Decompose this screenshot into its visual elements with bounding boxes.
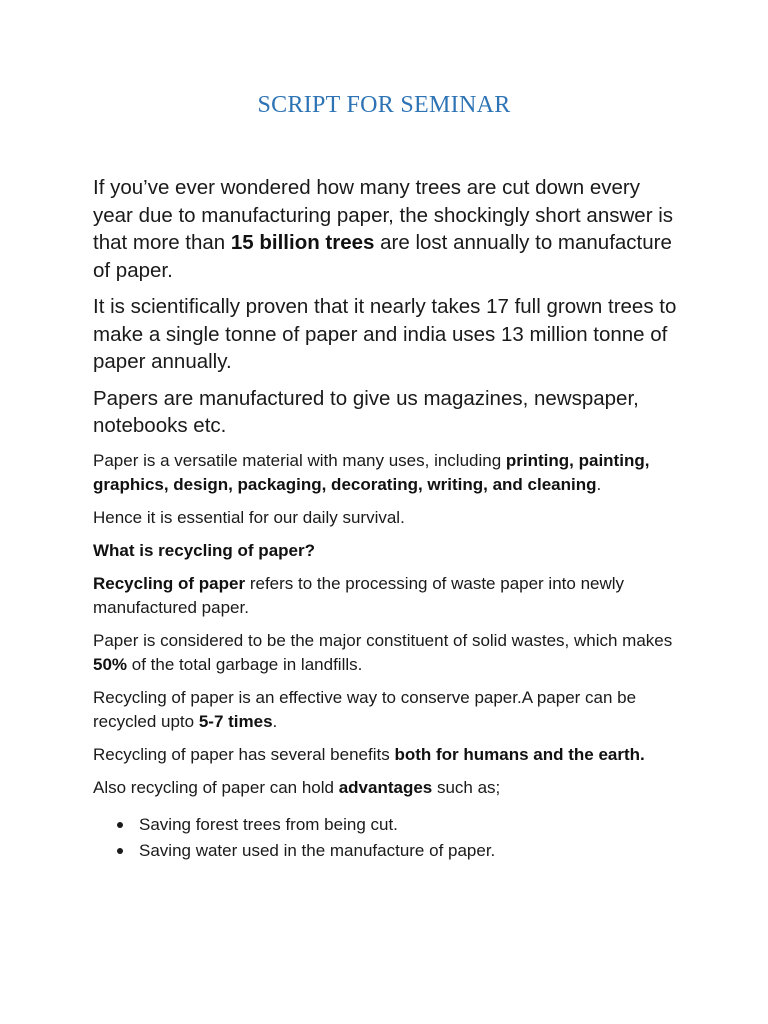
paragraph-conserve-paper [93, 686, 683, 734]
document-body [93, 174, 683, 864]
paragraph-advantages [93, 776, 683, 800]
bold-text: 50% [93, 654, 128, 674]
paragraph-solid-wastes [93, 629, 683, 677]
paragraph-papers-manufactured: Papers are manufactured to give us magazines, newspaper, notebooks etc. [93, 386, 639, 437]
bold-text: printing, painting, graphics, design, packaging, decorating, writing, and cleaning [93, 450, 650, 494]
paragraph-text: If you’ve ever wondered how many trees are cut down every year due to manufacturing paper, the shockingly short answer is that more than [93, 176, 674, 254]
paragraph-tonne-of-paper: It is scientifically proven that it nearly takes 17 full grown trees to make a single tonne of paper and india uses 13 million tonne of paper annually. [93, 295, 677, 373]
paragraph-versatile-material [93, 449, 683, 497]
bold-text: Recycling of paper [93, 573, 246, 593]
paragraph-text: . [596, 474, 602, 494]
list-item-text: Saving forest trees from being cut. [139, 814, 398, 834]
paragraph-text: are lost annually to manufacture of paper. [93, 231, 672, 282]
paragraph-text: Paper is a versatile material with many uses, including [93, 450, 506, 470]
paragraph-text: . [272, 711, 278, 731]
bold-text: advantages [338, 777, 433, 797]
paragraph-text: Recycling of paper is an effective way to conserve paper.A paper can be recycled upto [93, 687, 637, 731]
paragraph-recycling-definition [93, 572, 683, 620]
list-item-text: Saving water used in the manufacture of paper. [139, 840, 496, 860]
list-item [115, 838, 683, 864]
advantages-list [93, 812, 683, 864]
paragraph-benefits [93, 743, 683, 767]
paragraph-text: of the total garbage in landfills. [127, 654, 363, 674]
paragraph-trees-cut [93, 174, 683, 284]
bold-text: 5-7 times [198, 711, 273, 731]
bullet-icon [117, 848, 123, 854]
paragraph-text: Paper is considered to be the major constituent of solid wastes, which makes [93, 630, 673, 650]
paragraph-text: Also recycling of paper can hold [93, 777, 339, 797]
bullet-icon [117, 822, 123, 828]
paragraph-text: Recycling of paper has several benefits [93, 744, 395, 764]
page-title: SCRIPT FOR SEMINAR [257, 92, 511, 118]
bold-text: What is recycling of paper? [93, 540, 315, 560]
paragraph-daily-survival: Hence it is essential for our daily survival. [93, 507, 405, 527]
bold-text: both for humans and the earth. [394, 744, 645, 764]
list-item [115, 812, 683, 838]
paragraph-text: such as; [432, 777, 501, 797]
paragraph-text: refers to the processing of waste paper into newly manufactured paper. [93, 573, 625, 617]
section-heading-recycling [93, 539, 683, 563]
bold-text: 15 billion trees [230, 231, 375, 254]
